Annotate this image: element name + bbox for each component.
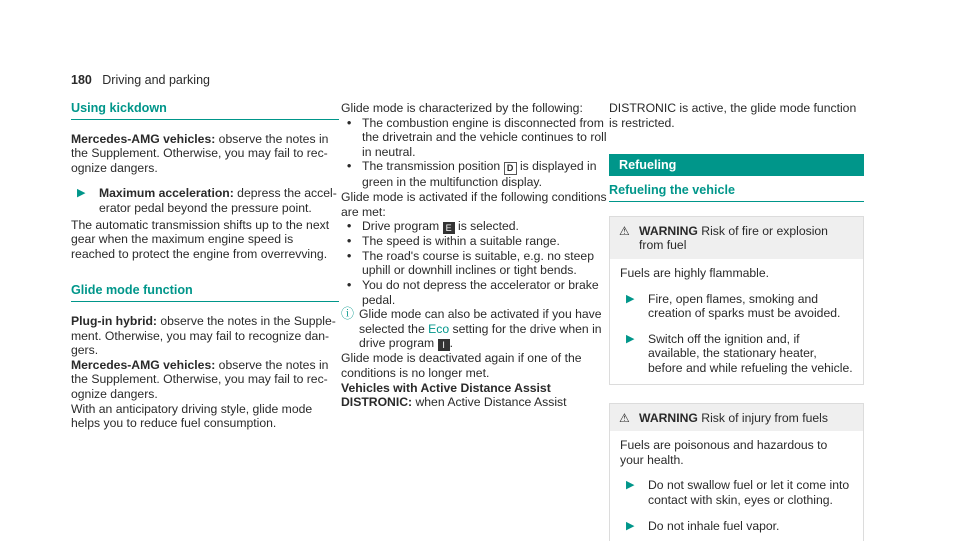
- heading-refueling-vehicle: Refueling the vehicle: [609, 183, 864, 202]
- anticipatory-text: With an anticipatory driving style, glide mode helps you to reduce fuel consumption.: [71, 401, 313, 431]
- warning-triangle-icon: ⚠: [619, 223, 630, 238]
- warning-title-text: Risk of injury from fuels: [697, 410, 828, 425]
- activated-text: Glide mode is activated if the following conditions are met:: [341, 189, 607, 219]
- amg2-label: Mercedes-AMG vehicles:: [71, 357, 216, 372]
- list-item-text: The combustion engine is disconnected from the drivetrain and the vehicle continues to roll in neutral.: [362, 115, 607, 159]
- warning-header: [610, 404, 863, 432]
- warning-instruction: [620, 292, 853, 321]
- warning-title-text: Risk of fire or explosion from fuel: [639, 223, 828, 253]
- warning-instruction: [620, 478, 853, 507]
- heading-glide: Glide mode function: [71, 283, 339, 302]
- section-title: Driving and parking: [102, 73, 210, 87]
- heading-kickdown: Using kickdown: [71, 101, 339, 120]
- warning-instruction: [620, 519, 853, 534]
- list-item: [341, 159, 609, 190]
- max-acc-text: depress the accelerator pedal beyond the pressure point.: [99, 186, 337, 215]
- instruction-max-acceleration: [71, 186, 339, 215]
- list-item-text: Drive program E is selected.: [362, 219, 519, 234]
- bullet-icon: •: [347, 248, 352, 263]
- vad-text: when Active Distance Assist: [412, 395, 567, 410]
- instruction-text: Do not swallow fuel or let it come into contact with skin, eyes or clothing.: [648, 478, 850, 507]
- instruction-text: Fire, open flames, smoking and creation of sparks must be avoided.: [648, 291, 841, 321]
- hybrid-label: Plug-in hybrid:: [71, 313, 157, 328]
- page-number: 180: [71, 73, 92, 87]
- column-2: [341, 101, 609, 410]
- distronic-note: [341, 381, 609, 410]
- list-item: [341, 219, 609, 234]
- bullet-icon: •: [347, 277, 352, 292]
- list-item-text: The road's course is suitable, e.g. no steep uphill or downhill inclines or tight bends.: [362, 248, 594, 278]
- deactivated-text: Glide mode is deactivated again if one of the conditions is no longer met.: [341, 351, 582, 380]
- arrow-right-icon: ▶: [626, 332, 635, 345]
- list-item: [341, 234, 609, 249]
- eco-setting-label: Eco: [428, 321, 450, 336]
- list-item: [341, 116, 609, 160]
- amg-label: Mercedes-AMG vehicles:: [71, 131, 216, 146]
- arrow-right-icon: ▶: [77, 187, 86, 200]
- warning-title: [639, 224, 855, 253]
- list-item: [341, 249, 609, 278]
- list-item-text: You do not depress the accelerator or brake pedal.: [362, 277, 599, 307]
- warning-box-fire: [609, 216, 864, 385]
- section-banner-refueling: Refueling: [609, 154, 864, 176]
- auto-trans-text: The automatic transmission shifts up to the next gear when the maximum engine speed is reached to protect the engine from overrevving.: [71, 217, 330, 261]
- bullet-icon: •: [347, 234, 352, 249]
- warning-body-text: Fuels are highly flammable.: [620, 265, 770, 280]
- list-item-text: The transmission position D is displayed in green in the multifunction display.: [362, 159, 597, 190]
- page-header: [71, 73, 210, 88]
- max-acc-label: Maximum acceleration:: [99, 186, 234, 201]
- arrow-right-icon: ▶: [626, 479, 635, 492]
- amg-text: observe the notes in the Supplement. Otherwise, you may fail to recognize dangers.: [71, 131, 329, 175]
- transmission-d-key: D: [504, 162, 517, 175]
- info-note-text: Glide mode can also be activated if you have selected the Eco setting for the drive when in drive program I .: [359, 307, 602, 351]
- hybrid-text: observe the notes in the Supplement. Otherwise, you may fail to recognize dangers.: [71, 313, 336, 358]
- glide-characterized: Glide mode is characterized by the following:: [341, 101, 583, 115]
- bullet-icon: •: [347, 219, 352, 234]
- vad-label: Vehicles with Active Distance Assist DISTRONIC:: [341, 380, 551, 410]
- info-icon: ⓘ: [341, 306, 355, 322]
- warning-label: WARNING: [639, 223, 698, 238]
- warning-body-text: Fuels are poisonous and hazardous to your health.: [620, 438, 828, 467]
- instruction-text: Do not inhale fuel vapor.: [648, 518, 780, 533]
- amg-note-2: [71, 358, 339, 402]
- amg-note: [71, 132, 339, 176]
- warning-instruction: [620, 332, 853, 376]
- list-item-text: The speed is within a suitable range.: [362, 234, 560, 249]
- hybrid-note: [71, 314, 339, 358]
- bullet-icon: •: [347, 115, 352, 130]
- arrow-right-icon: ▶: [626, 292, 635, 305]
- distronic-continued: DISTRONIC is active, the glide mode function is restricted.: [609, 101, 857, 130]
- instruction-text: [99, 186, 339, 215]
- warning-triangle-icon: ⚠: [619, 410, 630, 425]
- column-3: [609, 101, 864, 541]
- bullet-icon: •: [347, 159, 352, 174]
- warning-box-injury: [609, 403, 864, 541]
- warning-body: [610, 431, 863, 541]
- amg2-text: observe the notes in the Supplement. Otherwise, you may fail to recognize dangers.: [71, 357, 329, 401]
- drive-program-i-key: I: [438, 339, 450, 351]
- info-note: [341, 307, 609, 351]
- list-item: [341, 278, 609, 307]
- arrow-right-icon: ▶: [626, 519, 635, 532]
- warning-title: [639, 411, 828, 426]
- column-1: [71, 101, 339, 431]
- warning-body: [610, 259, 863, 384]
- warning-header: [610, 217, 863, 259]
- instruction-text: Switch off the ignition and, if available, the stationary heater, before and while refueling the vehicle.: [648, 331, 853, 375]
- warning-label: WARNING: [639, 410, 698, 425]
- drive-program-e-key: E: [443, 222, 455, 234]
